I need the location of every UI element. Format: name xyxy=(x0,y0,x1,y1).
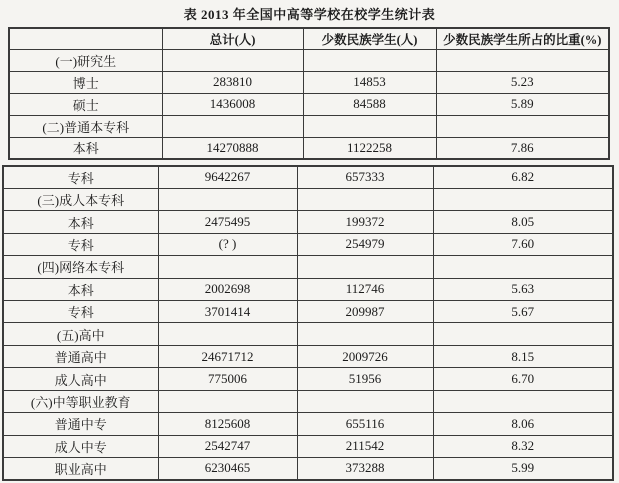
row-label-cell: 专科 xyxy=(3,233,158,255)
value-cell: 51956 xyxy=(297,368,433,390)
table-row xyxy=(3,413,613,435)
value-cell xyxy=(303,115,436,137)
value-cell: 199372 xyxy=(297,211,433,233)
table-row xyxy=(9,71,609,93)
value-cell xyxy=(433,188,613,210)
value-cell xyxy=(303,49,436,71)
value-cell: 5.23 xyxy=(436,71,609,93)
table-title: 表 2013 年全国中高等学校在校学生统计表 xyxy=(183,7,436,22)
value-cell xyxy=(158,390,297,412)
stats-table-upper xyxy=(8,27,610,160)
value-cell: 211542 xyxy=(297,435,433,457)
value-cell xyxy=(436,49,609,71)
row-label-cell: 成人高中 xyxy=(3,368,158,390)
value-cell: 5.63 xyxy=(433,278,613,300)
row-label-cell: 硕士 xyxy=(9,93,162,115)
value-cell: 7.60 xyxy=(433,233,613,255)
table-row xyxy=(3,233,613,255)
value-cell: 6230465 xyxy=(158,457,297,480)
table-row xyxy=(3,301,613,323)
value-cell: 8125608 xyxy=(158,413,297,435)
value-cell: 2002698 xyxy=(158,278,297,300)
table-row xyxy=(3,345,613,367)
value-cell xyxy=(297,323,433,345)
value-cell: 2009726 xyxy=(297,345,433,367)
table-body-upper xyxy=(9,49,609,159)
row-label-cell: (五)高中 xyxy=(3,323,158,345)
value-cell xyxy=(162,49,303,71)
table-row xyxy=(9,115,609,137)
table-row xyxy=(3,256,613,278)
value-cell: 2475495 xyxy=(158,211,297,233)
value-cell: 5.67 xyxy=(433,301,613,323)
value-cell: 1436008 xyxy=(162,93,303,115)
row-label-cell: (六)中等职业教育 xyxy=(3,390,158,412)
value-cell: 14853 xyxy=(303,71,436,93)
column-header-minority: 少数民族学生(人) xyxy=(303,28,436,49)
value-cell: 84588 xyxy=(303,93,436,115)
value-cell: 5.99 xyxy=(433,457,613,480)
value-cell xyxy=(158,188,297,210)
table-row xyxy=(3,166,613,188)
table-row xyxy=(3,323,613,345)
value-cell: 6.82 xyxy=(433,166,613,188)
value-cell: 775006 xyxy=(158,368,297,390)
column-header-rowlabel xyxy=(9,28,162,49)
table-row xyxy=(3,435,613,457)
value-cell: 3701414 xyxy=(158,301,297,323)
value-cell: 657333 xyxy=(297,166,433,188)
value-cell: 8.32 xyxy=(433,435,613,457)
value-cell: 283810 xyxy=(162,71,303,93)
value-cell xyxy=(433,256,613,278)
value-cell xyxy=(433,390,613,412)
table-row xyxy=(3,278,613,300)
value-cell: 8.06 xyxy=(433,413,613,435)
value-cell: 7.86 xyxy=(436,137,609,159)
value-cell: 209987 xyxy=(297,301,433,323)
value-cell: 254979 xyxy=(297,233,433,255)
value-cell xyxy=(162,115,303,137)
value-cell: 373288 xyxy=(297,457,433,480)
row-label-cell: 职业高中 xyxy=(3,457,158,480)
value-cell: (? ) xyxy=(158,233,297,255)
value-cell xyxy=(297,188,433,210)
row-label-cell: 普通高中 xyxy=(3,345,158,367)
row-label-cell: 本科 xyxy=(9,137,162,159)
value-cell: 14270888 xyxy=(162,137,303,159)
value-cell: 112746 xyxy=(297,278,433,300)
row-label-cell: 本科 xyxy=(3,211,158,233)
table-row xyxy=(9,137,609,159)
value-cell: 8.05 xyxy=(433,211,613,233)
row-label-cell: (三)成人本专科 xyxy=(3,188,158,210)
row-label-cell: (二)普通本专科 xyxy=(9,115,162,137)
table-body-lower xyxy=(3,166,613,480)
value-cell: 2542747 xyxy=(158,435,297,457)
table-row xyxy=(3,457,613,480)
value-cell: 1122258 xyxy=(303,137,436,159)
value-cell: 6.70 xyxy=(433,368,613,390)
row-label-cell: 成人中专 xyxy=(3,435,158,457)
table-row xyxy=(3,188,613,210)
stats-table-lower xyxy=(2,165,614,481)
row-label-cell: (一)研究生 xyxy=(9,49,162,71)
table-row xyxy=(3,368,613,390)
table-row xyxy=(3,390,613,412)
value-cell: 5.89 xyxy=(436,93,609,115)
row-label-cell: 普通中专 xyxy=(3,413,158,435)
value-cell: 655116 xyxy=(297,413,433,435)
column-header-percent: 少数民族学生所占的比重(%) xyxy=(436,28,609,49)
table-row xyxy=(9,93,609,115)
row-label-cell: (四)网络本专科 xyxy=(3,256,158,278)
value-cell: 24671712 xyxy=(158,345,297,367)
value-cell xyxy=(158,323,297,345)
row-label-cell: 本科 xyxy=(3,278,158,300)
value-cell xyxy=(297,256,433,278)
column-header-total: 总计(人) xyxy=(162,28,303,49)
value-cell xyxy=(297,390,433,412)
table-row xyxy=(3,211,613,233)
row-label-cell: 博士 xyxy=(9,71,162,93)
value-cell xyxy=(436,115,609,137)
row-label-cell: 专科 xyxy=(3,301,158,323)
row-label-cell: 专科 xyxy=(3,166,158,188)
value-cell: 9642267 xyxy=(158,166,297,188)
value-cell xyxy=(158,256,297,278)
value-cell: 8.15 xyxy=(433,345,613,367)
value-cell xyxy=(433,323,613,345)
header-row xyxy=(9,28,609,49)
table-row xyxy=(9,49,609,71)
